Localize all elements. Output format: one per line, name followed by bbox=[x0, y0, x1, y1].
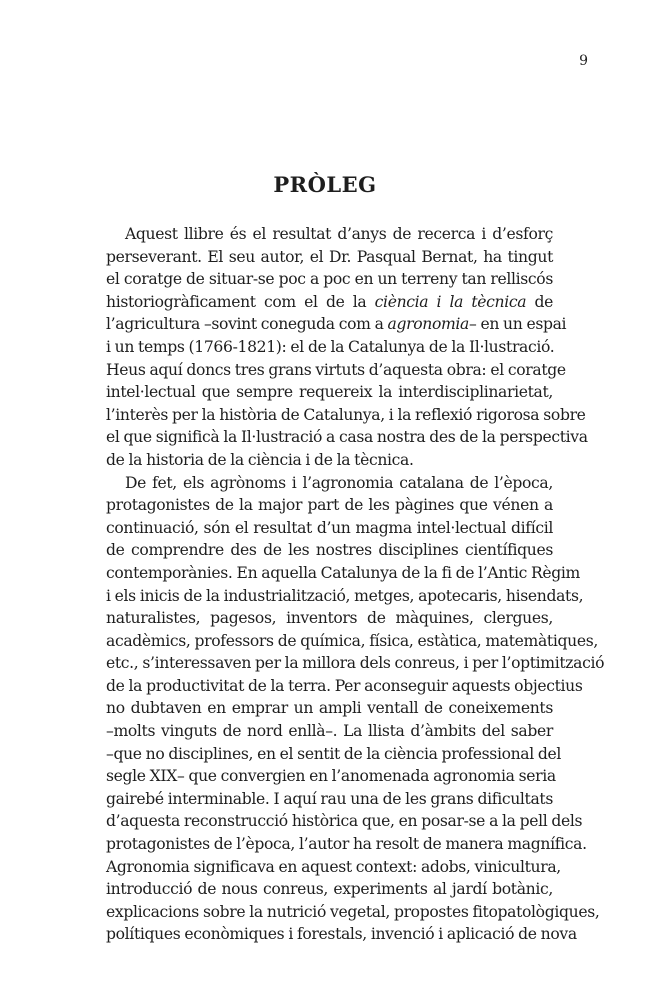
text-segment: i els inicis de la industrialització, metges, apotecaris, hisendats, bbox=[106, 586, 584, 605]
text-line bbox=[106, 472, 553, 495]
text-line bbox=[106, 404, 586, 427]
page-title: PRÒLEG bbox=[273, 172, 377, 197]
text-segment: segle XIX– que convergien en l’anomenada agronomia seria bbox=[106, 767, 556, 786]
text-line bbox=[106, 539, 553, 562]
text-segment: acadèmics, professors de química, física, estàtica, matemàtiques, bbox=[106, 631, 598, 650]
text-line bbox=[106, 359, 566, 382]
text-line bbox=[106, 449, 553, 472]
text-line bbox=[106, 268, 553, 291]
text-line bbox=[106, 697, 553, 720]
text-segment: Aquest llibre és el resultat d’anys de recerca i d’esforç bbox=[125, 225, 553, 243]
text-segment: de comprendre des de les nostres disciplines científiques bbox=[106, 541, 553, 560]
text-segment: –que no disciplines, en el sentit de la ciència professional del bbox=[106, 744, 562, 763]
text-segment: continuació, són el resultat d’un magma intel·lectual difícil bbox=[106, 518, 553, 537]
text-segment: el coratge de situar-se poc a poc en un terreny tan relliscós bbox=[106, 270, 553, 289]
text-segment: polítiques econòmiques i forestals, invenció i aplicació de nova bbox=[106, 925, 577, 944]
body-text bbox=[106, 223, 605, 946]
text-line bbox=[106, 901, 600, 924]
paragraph bbox=[106, 223, 588, 472]
text-line bbox=[106, 810, 583, 833]
page-number: 9 bbox=[579, 53, 588, 69]
text-line bbox=[106, 743, 562, 766]
text-segment: l’agricultura –sovint coneguda com a bbox=[106, 315, 388, 334]
text-segment: Heus aquí doncs tres grans virtuts d’aquesta obra: el coratge bbox=[106, 360, 566, 379]
text-segment: protagonistes de l’època, l’autor ha resolt de manera magnífica. bbox=[106, 835, 587, 854]
paragraph bbox=[106, 472, 605, 946]
text-segment: de la historia de la ciència i de la tècnica. bbox=[106, 450, 414, 469]
italic-term: agronomia bbox=[387, 315, 470, 334]
italic-term: ciència i la tècnica bbox=[374, 292, 527, 311]
text-segment: intel·lectual que sempre requereix la interdisciplinarietat, bbox=[106, 383, 553, 402]
text-segment: no dubtaven en emprar un ampli ventall de coneixements bbox=[106, 699, 553, 718]
text-line bbox=[106, 720, 553, 743]
text-segment: –molts vinguts de nord enllà–. La llista d’àmbits del saber bbox=[106, 722, 553, 741]
text-line bbox=[106, 923, 577, 946]
text-line bbox=[106, 833, 587, 856]
text-segment: de la productivitat de la terra. Per aconseguir aquests objectius bbox=[106, 676, 583, 695]
text-segment: introducció de nous conreus, experiments al jardí botànic, bbox=[106, 880, 553, 899]
text-segment: Agronomia significava en aquest context: adobs, vinicultura, bbox=[106, 857, 561, 876]
text-segment: naturalistes, pagesos, inventors de màquines, clergues, bbox=[106, 609, 553, 628]
text-segment: l’interès per la història de Catalunya, i la reflexió rigorosa sobre bbox=[106, 405, 586, 424]
text-line bbox=[106, 426, 588, 449]
text-line bbox=[106, 652, 605, 675]
text-line bbox=[106, 313, 567, 336]
text-line bbox=[106, 562, 580, 585]
text-line bbox=[106, 381, 553, 404]
text-line bbox=[106, 607, 553, 630]
text-line bbox=[106, 878, 553, 901]
text-segment: historiogràficament com el de la bbox=[106, 292, 375, 311]
text-line bbox=[106, 630, 598, 653]
text-line bbox=[106, 517, 553, 540]
text-segment: etc., s’interessaven per la millora dels conreus, i per l’optimització bbox=[106, 654, 605, 673]
text-segment: d’aquesta reconstrucció històrica que, en posar-se a la pell dels bbox=[106, 812, 583, 831]
text-segment: De fet, els agrònoms i l’agronomia catalana de l’època, bbox=[125, 473, 553, 492]
text-line bbox=[106, 223, 553, 246]
text-line bbox=[106, 291, 553, 314]
text-line bbox=[106, 494, 553, 517]
text-segment: – en un espai bbox=[469, 315, 567, 334]
text-line bbox=[106, 585, 584, 608]
text-line bbox=[106, 856, 561, 879]
text-line bbox=[106, 336, 553, 359]
text-segment: perseverant. El seu autor, el Dr. Pasqual Bernat, ha tingut bbox=[106, 247, 553, 266]
text-segment: contemporànies. En aquella Catalunya de la fi de l’Antic Règim bbox=[106, 563, 580, 582]
text-segment: gairebé interminable. I aquí rau una de les grans dificultats bbox=[106, 789, 553, 808]
text-segment: de bbox=[526, 292, 553, 311]
text-segment: explicacions sobre la nutrició vegetal, propostes fitopatològiques, bbox=[106, 902, 600, 921]
text-line bbox=[106, 246, 553, 269]
text-segment: i un temps (1766-1821): el de la Catalunya de la Il·lustració. bbox=[106, 337, 555, 356]
text-line bbox=[106, 788, 553, 811]
text-line bbox=[106, 675, 583, 698]
text-segment: el que significà la Il·lustració a casa nostra des de la perspectiva bbox=[106, 428, 588, 447]
text-segment: protagonistes de la major part de les pàgines que vénen a bbox=[106, 496, 553, 515]
text-line bbox=[106, 765, 556, 788]
